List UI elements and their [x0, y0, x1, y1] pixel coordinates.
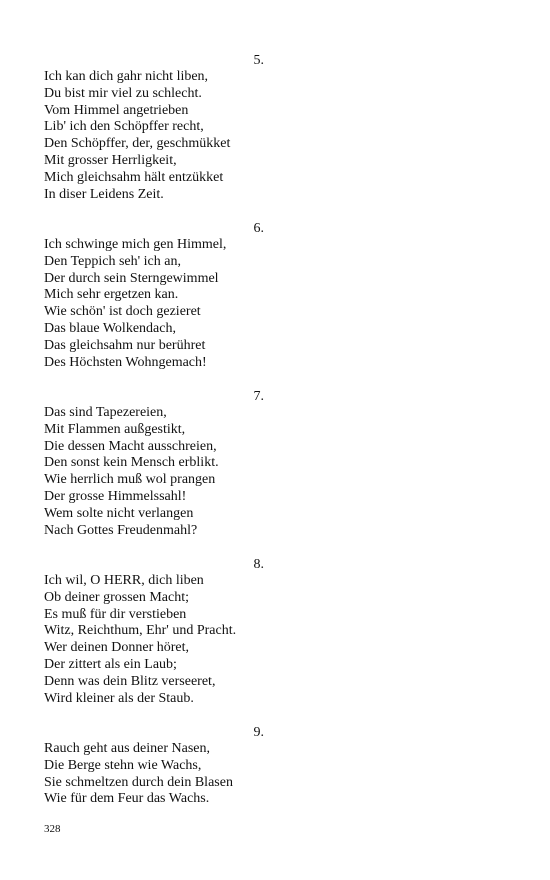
verse-line: Den sonst kein Mensch erblikt.: [44, 455, 219, 471]
stanza-number: 6.: [253, 221, 264, 236]
verse-line: Des Höchsten Wohngemach!: [44, 354, 207, 370]
verse-line: Du bist mir viel zu schlecht.: [44, 85, 202, 101]
verse-line: Denn was dein Blitz verseeret,: [44, 673, 216, 689]
stanza-number: 5.: [253, 53, 264, 68]
verse-line: Rauch geht aus deiner Nasen,: [44, 741, 210, 756]
verse-line: Die Berge stehn wie Wachs,: [44, 757, 202, 773]
verse-line: Den Schöpffer, der, geschmükket: [44, 136, 231, 152]
verse-line: Das blaue Wolkendach,: [44, 320, 176, 336]
verse-line: Vom Himmel angetrieben: [44, 102, 189, 118]
verse-line: Der grosse Himmelssahl!: [44, 488, 187, 504]
verse-line: Es muß für dir verstieben: [44, 606, 187, 622]
stanza-lines: [44, 69, 230, 203]
verse-line: Wer deinen Donner höret,: [44, 640, 190, 656]
verse-line: Die dessen Macht ausschreien,: [44, 438, 217, 454]
stanza-number: 9.: [253, 725, 264, 740]
stanza-number: 8.: [253, 557, 264, 572]
verse-line: Das gleichsahm nur berühret: [44, 337, 206, 353]
verse-line: Wie schön' ist doch gezieret: [44, 304, 201, 320]
verse-line: Ich wil, O HERR, dich liben: [44, 573, 204, 588]
stanza-lines: [44, 741, 233, 808]
stanza-lines: [44, 573, 236, 707]
verse-line: Ich kan dich gahr nicht liben,: [44, 69, 209, 84]
stanza-lines: [44, 405, 219, 539]
page-number: 328: [44, 823, 61, 835]
verse-line: Wie für dem Feur das Wachs.: [44, 791, 210, 807]
verse-line: In diser Leidens Zeit.: [44, 186, 164, 202]
verse-line: Der durch sein Sterngewimmel: [44, 270, 219, 286]
verse-line: Mit grosser Herrligkeit,: [44, 152, 177, 168]
verse-line: Wird kleiner als der Staub.: [44, 690, 194, 706]
verse-line: Ich schwinge mich gen Himmel,: [44, 237, 227, 252]
verse-line: Das sind Tapezereien,: [44, 405, 167, 420]
verse-line: Ob deiner grossen Macht;: [44, 589, 190, 605]
stanza-lines: [44, 237, 226, 371]
verse-line: Sie schmeltzen durch dein Blasen: [44, 774, 233, 790]
verse-line: Witz, Reichthum, Ehr' und Pracht.: [44, 623, 237, 639]
stanza-number: 7.: [253, 389, 264, 404]
verse-line: Nach Gottes Freudenmahl?: [44, 522, 198, 538]
verse-line: Mich gleichsahm hält entzükket: [44, 169, 224, 185]
verse-line: Lib' ich den Schöpffer recht,: [44, 119, 204, 135]
verse-line: Mit Flammen außgestikt,: [44, 421, 186, 437]
verse-line: Den Teppich seh' ich an,: [44, 253, 181, 269]
verse-line: Der zittert als ein Laub;: [44, 656, 177, 672]
verse-line: Mich sehr ergetzen kan.: [44, 287, 179, 303]
verse-line: Wem solte nicht verlangen: [44, 505, 194, 521]
verse-line: Wie herrlich muß wol prangen: [44, 472, 216, 488]
